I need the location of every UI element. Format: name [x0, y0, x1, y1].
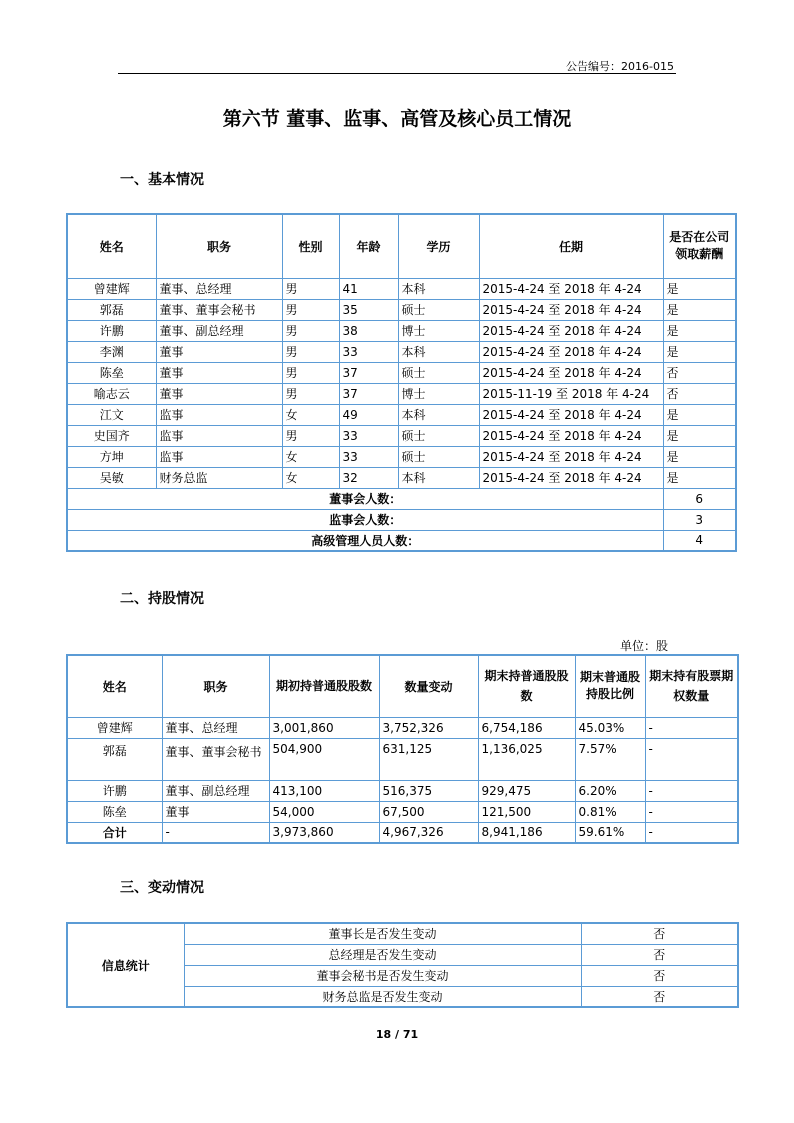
cell-ratio: 7.57% [575, 738, 645, 780]
cell-value: 否 [581, 965, 738, 986]
cell-name: 郭磊 [67, 299, 156, 320]
cell-position: 董事、董事会秘书 [162, 738, 269, 780]
cell-closing-shares: 1,136,025 [478, 738, 575, 780]
page-number: 18 / 71 [375, 1028, 419, 1041]
cell-name: 曾建辉 [67, 278, 156, 299]
cell-ratio: 45.03% [575, 717, 645, 738]
cell-position: 董事 [156, 341, 282, 362]
table-row [67, 425, 736, 446]
cell-position: 董事、副总经理 [162, 780, 269, 801]
cell-gender: 女 [282, 467, 339, 488]
changes-table [66, 922, 739, 1008]
cell-gender: 女 [282, 446, 339, 467]
cell-paid: 是 [663, 278, 736, 299]
cell-position: 董事、总经理 [162, 717, 269, 738]
cell-age: 33 [339, 425, 398, 446]
cell-term: 2015-4-24 至 2018 年 4-24 [479, 341, 663, 362]
cell-term: 2015-11-19 至 2018 年 4-24 [479, 383, 663, 404]
cell-term: 2015-4-24 至 2018 年 4-24 [479, 467, 663, 488]
cell-paid: 是 [663, 446, 736, 467]
summary-label: 董事会人数： [67, 488, 663, 509]
cell-term: 2015-4-24 至 2018 年 4-24 [479, 278, 663, 299]
cell-age: 38 [339, 320, 398, 341]
cell-ratio: 59.61% [575, 822, 645, 843]
table-row [67, 923, 738, 944]
cell-name: 喻志云 [67, 383, 156, 404]
column-header: 任期 [479, 214, 663, 278]
header-divider [118, 73, 676, 74]
cell-item: 董事会秘书是否发生变动 [184, 965, 581, 986]
cell-gender: 男 [282, 383, 339, 404]
cell-age: 33 [339, 341, 398, 362]
cell-closing-shares: 6,754,186 [478, 717, 575, 738]
summary-value: 6 [663, 488, 736, 509]
summary-value: 4 [663, 530, 736, 551]
column-header: 学历 [398, 214, 479, 278]
cell-options: - [645, 822, 738, 843]
column-header: 职务 [156, 214, 282, 278]
cell-age: 37 [339, 362, 398, 383]
cell-gender: 男 [282, 278, 339, 299]
cell-value: 否 [581, 923, 738, 944]
table-row [67, 467, 736, 488]
cell-age: 33 [339, 446, 398, 467]
table-row [67, 717, 738, 738]
cell-closing-shares: 929,475 [478, 780, 575, 801]
holdings-table [66, 654, 739, 844]
cell-term: 2015-4-24 至 2018 年 4-24 [479, 299, 663, 320]
table-row [67, 278, 736, 299]
cell-name: 史国齐 [67, 425, 156, 446]
cell-position: - [162, 822, 269, 843]
section-basic-heading: 一、基本情况 [120, 172, 204, 188]
cell-opening-shares: 504,900 [269, 738, 379, 780]
group-label: 信息统计 [67, 923, 184, 1007]
column-header: 是否在公司领取薪酬 [663, 214, 736, 278]
cell-age: 35 [339, 299, 398, 320]
summary-value: 3 [663, 509, 736, 530]
cell-gender: 男 [282, 341, 339, 362]
table-header-row [67, 655, 738, 717]
cell-position: 监事 [156, 404, 282, 425]
table-row [67, 320, 736, 341]
cell-gender: 男 [282, 299, 339, 320]
column-header: 年龄 [339, 214, 398, 278]
cell-position: 董事、副总经理 [156, 320, 282, 341]
cell-position: 财务总监 [156, 467, 282, 488]
cell-item: 董事长是否发生变动 [184, 923, 581, 944]
column-header: 姓名 [67, 655, 162, 717]
cell-change: 67,500 [379, 801, 478, 822]
total-label: 合计 [67, 822, 162, 843]
cell-paid: 否 [663, 383, 736, 404]
cell-age: 32 [339, 467, 398, 488]
cell-name: 许鹏 [67, 320, 156, 341]
cell-position: 董事 [162, 801, 269, 822]
table-row [67, 446, 736, 467]
table-row [67, 780, 738, 801]
cell-education: 本科 [398, 467, 479, 488]
notice-number: 公告编号：2016-015 [566, 60, 674, 73]
column-header: 数量变动 [379, 655, 478, 717]
cell-name: 陈垒 [67, 801, 162, 822]
cell-options: - [645, 717, 738, 738]
cell-term: 2015-4-24 至 2018 年 4-24 [479, 362, 663, 383]
cell-education: 硕士 [398, 362, 479, 383]
table-row [67, 404, 736, 425]
cell-education: 博士 [398, 320, 479, 341]
cell-opening-shares: 54,000 [269, 801, 379, 822]
cell-term: 2015-4-24 至 2018 年 4-24 [479, 446, 663, 467]
cell-name: 江文 [67, 404, 156, 425]
cell-position: 监事 [156, 425, 282, 446]
cell-gender: 女 [282, 404, 339, 425]
table-row [67, 801, 738, 822]
cell-education: 本科 [398, 404, 479, 425]
cell-value: 否 [581, 944, 738, 965]
cell-position: 监事 [156, 446, 282, 467]
cell-name: 吴敏 [67, 467, 156, 488]
cell-education: 硕士 [398, 299, 479, 320]
cell-ratio: 6.20% [575, 780, 645, 801]
total-row [67, 822, 738, 843]
cell-education: 硕士 [398, 425, 479, 446]
cell-paid: 是 [663, 404, 736, 425]
cell-change: 631,125 [379, 738, 478, 780]
column-header: 期末持普通股股数 [478, 655, 575, 717]
cell-name: 郭磊 [67, 738, 162, 780]
cell-opening-shares: 413,100 [269, 780, 379, 801]
table-row [67, 299, 736, 320]
cell-education: 本科 [398, 341, 479, 362]
table-row [67, 738, 738, 780]
cell-item: 总经理是否发生变动 [184, 944, 581, 965]
cell-term: 2015-4-24 至 2018 年 4-24 [479, 425, 663, 446]
cell-education: 博士 [398, 383, 479, 404]
cell-education: 本科 [398, 278, 479, 299]
cell-name: 许鹏 [67, 780, 162, 801]
cell-name: 李渊 [67, 341, 156, 362]
cell-change: 3,752,326 [379, 717, 478, 738]
cell-age: 49 [339, 404, 398, 425]
table-row [67, 383, 736, 404]
cell-position: 董事、总经理 [156, 278, 282, 299]
column-header: 期末持有股票期权数量 [645, 655, 738, 717]
cell-gender: 男 [282, 362, 339, 383]
summary-row [67, 530, 736, 551]
cell-paid: 是 [663, 425, 736, 446]
cell-change: 516,375 [379, 780, 478, 801]
cell-name: 陈垒 [67, 362, 156, 383]
column-header: 姓名 [67, 214, 156, 278]
cell-paid: 是 [663, 341, 736, 362]
cell-name: 曾建辉 [67, 717, 162, 738]
basic-info-table [66, 213, 737, 552]
column-header: 性别 [282, 214, 339, 278]
cell-education: 硕士 [398, 446, 479, 467]
summary-row [67, 488, 736, 509]
summary-label: 高级管理人员人数： [67, 530, 663, 551]
unit-label: 单位：股 [620, 639, 669, 653]
cell-item: 财务总监是否发生变动 [184, 986, 581, 1007]
column-header: 职务 [162, 655, 269, 717]
summary-label: 监事会人数： [67, 509, 663, 530]
cell-closing-shares: 8,941,186 [478, 822, 575, 843]
cell-age: 41 [339, 278, 398, 299]
cell-change: 4,967,326 [379, 822, 478, 843]
cell-term: 2015-4-24 至 2018 年 4-24 [479, 404, 663, 425]
cell-options: - [645, 780, 738, 801]
cell-options: - [645, 738, 738, 780]
cell-gender: 男 [282, 320, 339, 341]
section-changes-heading: 三、变动情况 [120, 880, 204, 896]
column-header: 期末普通股持股比例 [575, 655, 645, 717]
table-row [67, 362, 736, 383]
cell-age: 37 [339, 383, 398, 404]
table-row [67, 341, 736, 362]
cell-position: 董事 [156, 362, 282, 383]
cell-name: 方坤 [67, 446, 156, 467]
cell-closing-shares: 121,500 [478, 801, 575, 822]
cell-paid: 是 [663, 467, 736, 488]
cell-ratio: 0.81% [575, 801, 645, 822]
cell-paid: 否 [663, 362, 736, 383]
cell-opening-shares: 3,973,860 [269, 822, 379, 843]
column-header: 期初持普通股股数 [269, 655, 379, 717]
section-holdings-heading: 二、持股情况 [120, 591, 204, 607]
summary-row [67, 509, 736, 530]
cell-term: 2015-4-24 至 2018 年 4-24 [479, 320, 663, 341]
cell-paid: 是 [663, 320, 736, 341]
cell-gender: 男 [282, 425, 339, 446]
cell-value: 否 [581, 986, 738, 1007]
cell-opening-shares: 3,001,860 [269, 717, 379, 738]
table-header-row [67, 214, 736, 278]
cell-position: 董事 [156, 383, 282, 404]
cell-paid: 是 [663, 299, 736, 320]
cell-options: - [645, 801, 738, 822]
page-title: 第六节 董事、监事、高管及核心员工情况 [222, 108, 572, 130]
cell-position: 董事、董事会秘书 [156, 299, 282, 320]
